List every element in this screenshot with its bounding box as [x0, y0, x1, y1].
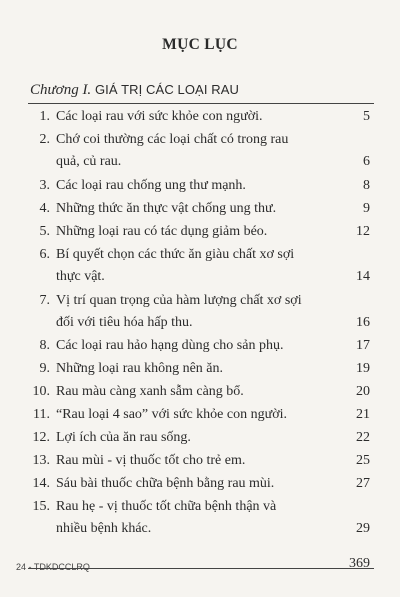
entry-number: 15. [32, 499, 50, 514]
entry-number: 6. [39, 247, 50, 262]
entry-page: 17 [356, 338, 370, 353]
entry-title-continued: nhiều bệnh khác. [56, 521, 152, 536]
entry-title-continued: đối với tiêu hóa hấp thu. [56, 315, 193, 330]
entry-number: 12. [32, 430, 50, 445]
entry-page: 22 [356, 430, 370, 445]
entry-page: 27 [356, 476, 370, 491]
entry-number: 10. [32, 384, 50, 399]
entry-number: 4. [39, 201, 50, 216]
entry-page: 25 [356, 453, 370, 468]
entry-number: 9. [39, 361, 50, 376]
entry-title: Rau hẹ - vị thuốc tốt chữa bệnh thận và [56, 499, 277, 514]
entry-title: Rau mùi - vị thuốc tốt cho trẻ em. [56, 453, 246, 468]
entry-title: “Rau loại 4 sao” với sức khỏe con người. [56, 407, 287, 422]
entry-number: 3. [39, 178, 50, 193]
entry-page: 9 [363, 201, 370, 216]
entry-page: 5 [363, 109, 370, 124]
page-number: 369 [349, 556, 370, 571]
entry-page: 29 [356, 521, 370, 536]
entry-title: Sáu bài thuốc chữa bệnh bằng rau mùi. [56, 476, 275, 491]
entry-page: 21 [356, 407, 370, 422]
entry-page: 14 [356, 269, 370, 284]
entry-title: Những loại rau không nên ăn. [56, 361, 223, 376]
entry-title: Bí quyết chọn các thức ăn giàu chất xơ sợi [56, 247, 295, 262]
entry-title: Vị trí quan trọng của hàm lượng chất xơ sợi [56, 293, 302, 308]
entry-page: 8 [363, 178, 370, 193]
entry-page: 20 [356, 384, 370, 399]
entry-number: 11. [33, 407, 50, 422]
entry-title: Lợi ích của ăn rau sống. [56, 430, 191, 445]
entry-number: 5. [39, 224, 50, 239]
entry-page: 12 [356, 224, 370, 239]
entry-title: Các loại rau hảo hạng dùng cho sản phụ. [56, 338, 284, 353]
entry-number: 2. [39, 132, 50, 147]
entry-title: Các loại rau chống ung thư mạnh. [56, 178, 246, 193]
entry-number: 1. [39, 109, 50, 124]
entry-title: Các loại rau với sức khỏe con người. [56, 109, 263, 124]
chapter-prefix: Chương I. [30, 82, 92, 98]
entry-title-continued: quả, củ rau. [56, 154, 122, 169]
page-title: MỤC LỤC [162, 36, 238, 53]
entry-number: 8. [39, 338, 50, 353]
entry-title: Rau màu càng xanh sẫm càng bổ. [56, 384, 244, 399]
entry-page: 6 [363, 154, 370, 169]
entry-title: Những thức ăn thực vật chống ung thư. [56, 201, 277, 216]
chapter-name: GIÁ TRỊ CÁC LOẠI RAU [94, 82, 240, 97]
printer-signature: 24 - TDKDCCLRQ [16, 562, 90, 572]
entry-number: 13. [32, 453, 50, 468]
entry-number: 7. [39, 293, 50, 308]
entry-number: 14. [32, 476, 50, 491]
entry-page: 16 [356, 315, 370, 330]
entry-page: 19 [356, 361, 370, 376]
entry-title: Những loại rau có tác dụng giảm béo. [56, 224, 268, 239]
entry-title-continued: thực vật. [56, 269, 105, 284]
entry-title: Chớ coi thường các loại chất có trong rau [56, 132, 289, 147]
